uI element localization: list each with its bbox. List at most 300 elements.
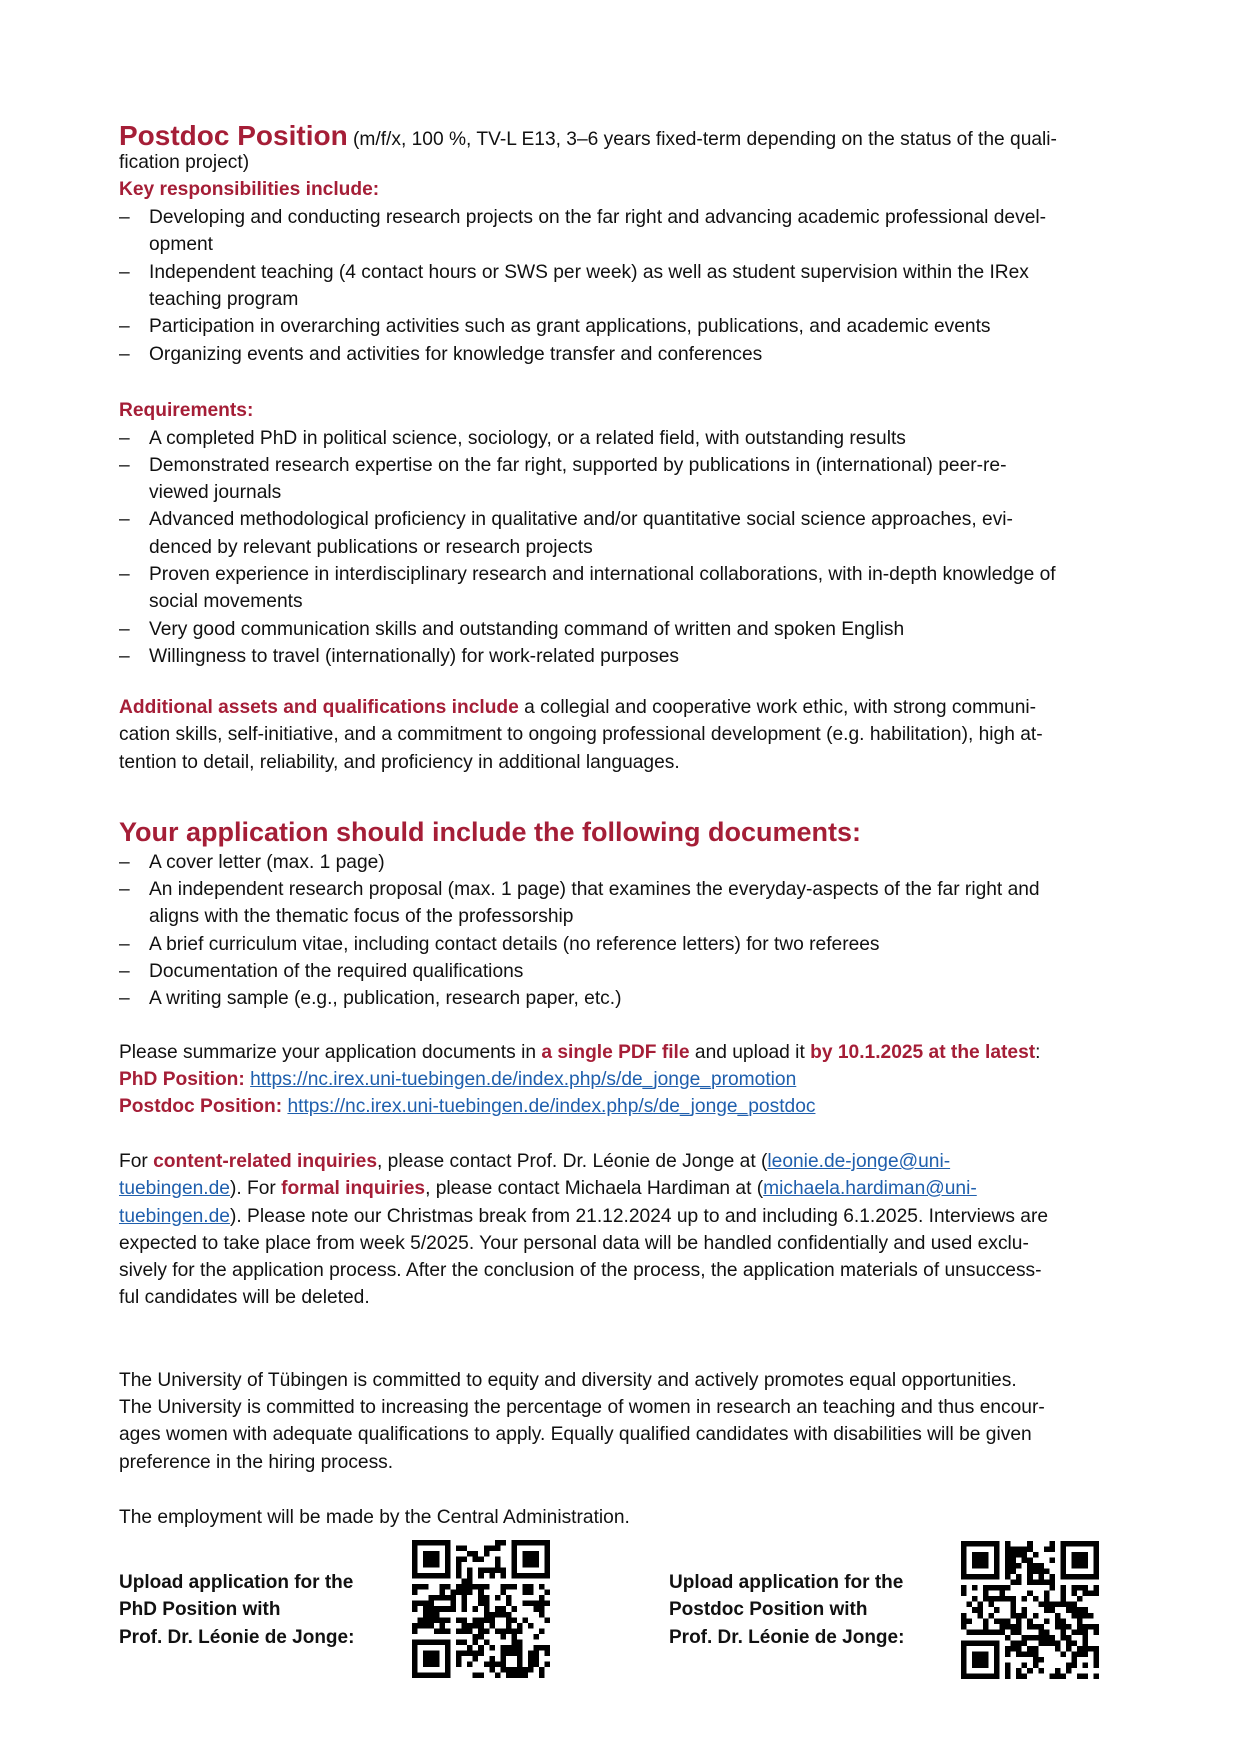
qr-module [506, 1612, 512, 1618]
qr-module [1060, 1629, 1066, 1635]
qr-module [1022, 1552, 1028, 1558]
qr-module [1077, 1651, 1083, 1657]
qr-module [462, 1579, 468, 1585]
qr-module [418, 1584, 424, 1590]
application-heading: Your application should include the following documents: [119, 817, 861, 847]
qr-module [423, 1601, 429, 1607]
qr-module [1022, 1662, 1028, 1668]
list-item: An independent research proposal (max. 1 page) that examines the everyday-aspects of the far right and [149, 879, 1040, 900]
qr-module [1055, 1640, 1061, 1646]
qr-module [1033, 1563, 1039, 1569]
qr-module [478, 1672, 484, 1678]
qr-module [511, 1628, 517, 1634]
qr-module [517, 1628, 523, 1634]
qr-module [1005, 1596, 1011, 1602]
qr-module [423, 1606, 429, 1612]
qr-module [445, 1628, 451, 1634]
bullet-dash: – [119, 207, 130, 228]
qr-module [478, 1557, 484, 1563]
qr-module [1049, 1580, 1055, 1586]
qr-module [440, 1590, 446, 1596]
phd-upload-link[interactable]: https://nc.irex.uni-tuebingen.de/index.php/s/de_jonge_promotion [250, 1069, 797, 1090]
qr-module [1044, 1596, 1050, 1602]
qr-module [1066, 1668, 1072, 1674]
upload-label-line: PhD Position with [119, 1599, 281, 1621]
qr-module [517, 1645, 523, 1651]
qr-module [412, 1601, 418, 1607]
qr-module [1027, 1547, 1033, 1553]
qr-module [456, 1562, 462, 1568]
qr-module [478, 1584, 484, 1590]
qr-module [539, 1645, 545, 1651]
qr-module [1005, 1651, 1011, 1657]
qr-module [1005, 1541, 1011, 1547]
qr-module [440, 1584, 446, 1590]
qr-module [500, 1568, 506, 1574]
qr-module [456, 1584, 462, 1590]
upload-label-line: Upload application for the [669, 1572, 904, 1593]
qr-module [989, 1602, 995, 1608]
qr-module [1011, 1624, 1017, 1630]
qr-module [1005, 1618, 1011, 1624]
content-inquiries-emphasis: content-related inquiries [153, 1151, 378, 1172]
qr-module [1082, 1640, 1088, 1646]
qr-module [1093, 1662, 1099, 1668]
qr-module [467, 1650, 473, 1656]
qr-module [1027, 1635, 1033, 1641]
hardiman-email-link[interactable]: michaela.hardiman@uni- [763, 1178, 977, 1199]
qr-module [522, 1617, 528, 1623]
qr-module [434, 1595, 440, 1601]
qr-module [994, 1585, 1000, 1591]
qr-module [539, 1595, 545, 1601]
qr-module [418, 1623, 424, 1629]
qr-module [473, 1650, 479, 1656]
qr-module [473, 1634, 479, 1640]
qr-module [478, 1617, 484, 1623]
qr-module [1060, 1651, 1066, 1657]
upload-label-line: Postdoc Position with [669, 1599, 868, 1621]
qr-module [539, 1628, 545, 1634]
qr-module [500, 1656, 506, 1662]
qr-module [1071, 1591, 1077, 1597]
qr-module [473, 1617, 479, 1623]
qr-module [1071, 1607, 1077, 1613]
qr-module [462, 1584, 468, 1590]
qr-module [1027, 1591, 1033, 1597]
qr-module [544, 1617, 550, 1623]
qr-module [1077, 1646, 1083, 1652]
qr-module [522, 1551, 539, 1568]
qr-module [1066, 1624, 1072, 1630]
qr-module [1022, 1651, 1028, 1657]
qr-module [456, 1639, 462, 1645]
additional-line: tention to detail, reliability, and proficiency in additional languages. [119, 752, 680, 773]
qr-module [484, 1551, 490, 1557]
qr-module [484, 1612, 490, 1618]
qr-module [429, 1601, 435, 1607]
bullet-dash: – [119, 509, 130, 530]
qr-module [1038, 1629, 1044, 1635]
qr-module [528, 1623, 534, 1629]
phd-qr-code-icon[interactable] [412, 1539, 550, 1679]
qr-module [1066, 1607, 1072, 1613]
phd-link-line [119, 1068, 796, 1092]
upload-label-line: Prof. Dr. Léonie de Jonge: [119, 1626, 355, 1648]
qr-module [1022, 1640, 1028, 1646]
qr-module [989, 1613, 995, 1619]
qr-module [462, 1546, 468, 1552]
qr-module [972, 1651, 989, 1668]
hardiman-email-link-cont[interactable]: tuebingen.de [119, 1206, 230, 1227]
bullet-dash: – [119, 428, 130, 449]
qr-module [978, 1607, 984, 1613]
bullet-dash: – [119, 934, 130, 955]
qr-module [1049, 1547, 1055, 1553]
qr-module [489, 1661, 495, 1667]
qr-module [506, 1672, 512, 1678]
qr-module [462, 1595, 468, 1601]
qr-module [434, 1628, 440, 1634]
qr-module [533, 1645, 539, 1651]
qr-module [484, 1628, 490, 1634]
qr-module [478, 1623, 484, 1629]
qr-module [1033, 1569, 1039, 1575]
qr-module [1055, 1618, 1061, 1624]
qr-module [484, 1595, 490, 1601]
postdoc-title: Postdoc Position [119, 120, 348, 151]
qr-module [1005, 1569, 1011, 1575]
postdoc-terms-cont: fication project) [119, 152, 250, 173]
qr-module [961, 1624, 967, 1630]
qr-module [533, 1650, 539, 1656]
qr-module [506, 1645, 512, 1651]
qr-module [1027, 1541, 1033, 1547]
qr-module [1000, 1596, 1006, 1602]
qr-module [423, 1551, 440, 1568]
list-item: Developing and conducting research projects on the far right and advancing academic professional devel- [149, 207, 1047, 228]
qr-module [522, 1601, 528, 1607]
qr-module [489, 1617, 495, 1623]
qr-module [1049, 1607, 1055, 1613]
qr-module [500, 1634, 506, 1640]
qr-module [989, 1585, 995, 1591]
list-item-cont: opment [149, 234, 213, 255]
qr-module [517, 1661, 523, 1667]
qr-module [1011, 1563, 1017, 1569]
qr-module [1071, 1657, 1077, 1663]
qr-module [484, 1639, 490, 1645]
bullet-dash: – [119, 619, 130, 640]
qr-module [1016, 1629, 1022, 1635]
qr-module [1082, 1585, 1088, 1591]
qr-module [1033, 1635, 1039, 1641]
qr-module [1071, 1662, 1077, 1668]
list-item-cont: aligns with the thematic focus of the professorship [149, 906, 574, 927]
list-item: A completed PhD in political science, sociology, or a related field, with outstanding results [149, 428, 906, 449]
additional-line [119, 696, 1036, 720]
qr-module [511, 1639, 517, 1645]
qr-module [440, 1628, 446, 1634]
postdoc-upload-label [669, 1569, 904, 1651]
qr-module [451, 1606, 457, 1612]
qr-module [1077, 1607, 1083, 1613]
qr-module [506, 1667, 512, 1673]
qr-module [1033, 1624, 1039, 1630]
qr-module [967, 1602, 973, 1608]
qr-module [412, 1623, 418, 1629]
qr-module [1088, 1591, 1094, 1597]
qr-module [1071, 1613, 1077, 1619]
qr-module [500, 1540, 506, 1546]
qr-module [429, 1617, 435, 1623]
formal-inquiries-emphasis: formal inquiries [281, 1178, 426, 1199]
qr-module [1011, 1552, 1017, 1558]
qr-module [478, 1628, 484, 1634]
qr-module [1033, 1580, 1039, 1586]
qr-module [495, 1562, 501, 1568]
qr-module [1011, 1569, 1017, 1575]
qr-module [500, 1606, 506, 1612]
qr-module [1033, 1651, 1039, 1657]
qr-module [445, 1595, 451, 1601]
qr-module [467, 1628, 473, 1634]
qr-module [484, 1546, 490, 1552]
qr-module [1033, 1552, 1039, 1558]
list-item: Willingness to travel (internationally) for work-related purposes [149, 646, 680, 667]
qr-module [544, 1645, 550, 1651]
qr-module [989, 1629, 995, 1635]
qr-module [1066, 1640, 1072, 1646]
bullet-dash: – [119, 988, 130, 1009]
qr-module [495, 1568, 501, 1574]
qr-module [495, 1546, 501, 1552]
qr-module [1005, 1547, 1011, 1553]
qr-module [994, 1618, 1000, 1624]
qr-module [1071, 1552, 1088, 1569]
qr-module [495, 1540, 501, 1546]
list-item-cont: denced by relevant publications or research projects [149, 537, 593, 558]
qr-module [467, 1661, 473, 1667]
qr-module [1077, 1596, 1083, 1602]
qr-module [539, 1606, 545, 1612]
qr-module [412, 1606, 418, 1612]
qr-module [495, 1557, 501, 1563]
qr-module [1016, 1563, 1022, 1569]
qr-module [1022, 1635, 1028, 1641]
qr-module [506, 1617, 512, 1623]
qr-module [978, 1602, 984, 1608]
responsibilities-heading: Key responsibilities include: [119, 179, 380, 200]
qr-module [1049, 1673, 1055, 1679]
qr-module [544, 1661, 550, 1667]
qr-module [423, 1584, 429, 1590]
contact-line: sively for the application process. After the conclusion of the process, the application materials of unsuccess- [119, 1260, 1042, 1281]
deadline-emphasis: by 10.1.2025 at the latest [810, 1042, 1036, 1063]
qr-module [511, 1672, 517, 1678]
employment-note: The employment will be made by the Central Administration. [119, 1507, 630, 1528]
qr-module [1077, 1585, 1083, 1591]
qr-module [1005, 1563, 1011, 1569]
postdoc-upload-link[interactable]: https://nc.irex.uni-tuebingen.de/index.php/s/de_jonge_postdoc [287, 1096, 816, 1117]
qr-module [423, 1650, 440, 1667]
contact-line: expected to take place from week 5/2025. Your personal data will be handled confidentially and used exclu- [119, 1233, 1029, 1254]
qr-module [1016, 1613, 1022, 1619]
qr-module [473, 1584, 479, 1590]
qr-module [489, 1667, 495, 1673]
qr-module [517, 1667, 523, 1673]
qr-module [495, 1612, 501, 1618]
qr-module [429, 1606, 435, 1612]
qr-module [456, 1573, 462, 1579]
qr-module [1016, 1651, 1022, 1657]
bullet-dash: – [119, 316, 130, 337]
qr-module [972, 1552, 989, 1569]
qr-module [484, 1606, 490, 1612]
qr-module [1000, 1585, 1006, 1591]
qr-module [440, 1606, 446, 1612]
qr-module [1071, 1629, 1077, 1635]
qr-module [467, 1573, 473, 1579]
qr-module [511, 1617, 517, 1623]
qr-module [478, 1573, 484, 1579]
de-jonge-email-link[interactable]: leonie.de-jonge@uni- [767, 1151, 951, 1172]
qr-module [1005, 1624, 1011, 1630]
qr-module [544, 1590, 550, 1596]
de-jonge-email-link-cont[interactable]: tuebingen.de [119, 1178, 230, 1199]
bullet-dash: – [119, 564, 130, 585]
qr-module [1093, 1629, 1099, 1635]
qr-module [478, 1590, 484, 1596]
qr-module [528, 1661, 534, 1667]
qr-module [1077, 1629, 1083, 1635]
qr-module [1027, 1618, 1033, 1624]
bullet-dash: – [119, 961, 130, 982]
qr-module [1066, 1662, 1072, 1668]
qr-module [1066, 1602, 1072, 1608]
qr-module [517, 1672, 523, 1678]
qr-module [429, 1595, 435, 1601]
qr-module [1016, 1580, 1022, 1586]
qr-module [1088, 1624, 1094, 1630]
qr-module [972, 1607, 978, 1613]
list-item: Independent teaching (4 contact hours or SWS per week) as well as student supervision within the IRex [149, 262, 1029, 283]
qr-module [1049, 1602, 1055, 1608]
qr-module [1011, 1547, 1017, 1553]
qr-module [1055, 1673, 1061, 1679]
qr-module [462, 1606, 468, 1612]
qr-module [1060, 1673, 1066, 1679]
qr-module [489, 1612, 495, 1618]
qr-module [1011, 1596, 1017, 1602]
contact-line [119, 1205, 1048, 1229]
qr-module [1038, 1635, 1044, 1641]
qr-module [440, 1617, 446, 1623]
contact-text: , please contact Michaela Hardiman at ( [425, 1178, 764, 1199]
qr-module [1011, 1629, 1017, 1635]
qr-module [473, 1557, 479, 1563]
qr-module [533, 1656, 539, 1662]
qr-module [1044, 1635, 1050, 1641]
qr-module [467, 1623, 473, 1629]
qr-module [467, 1551, 473, 1557]
postdoc-heading-line [119, 120, 1057, 152]
qr-module [484, 1661, 490, 1667]
qr-module [1038, 1574, 1044, 1580]
postdoc-qr-code-icon[interactable] [961, 1540, 1099, 1680]
qr-module [1066, 1646, 1072, 1652]
qr-module [412, 1590, 418, 1596]
qr-module [1060, 1591, 1066, 1597]
qr-module [978, 1613, 984, 1619]
qr-module [456, 1557, 462, 1563]
list-item: Organizing events and activities for knowledge transfer and conferences [149, 344, 763, 365]
qr-module [456, 1546, 462, 1552]
qr-module [1038, 1563, 1044, 1569]
qr-module [1005, 1646, 1011, 1652]
qr-module [429, 1623, 435, 1629]
qr-module [1016, 1618, 1022, 1624]
qr-module [539, 1667, 545, 1673]
qr-module [1082, 1662, 1088, 1668]
qr-module [1093, 1673, 1099, 1679]
list-item: Advanced methodological proficiency in qualitative and/or quantitative social science approaches, evi- [149, 509, 1013, 530]
qr-module [506, 1623, 512, 1629]
qr-module [467, 1568, 473, 1574]
qr-module [1055, 1668, 1061, 1674]
qr-module [1027, 1569, 1033, 1575]
qr-module [539, 1584, 545, 1590]
qr-module [456, 1656, 462, 1662]
qr-module [1044, 1591, 1050, 1597]
qr-module [1016, 1673, 1022, 1679]
list-item-cont: social movements [149, 591, 303, 612]
list-item-cont: viewed journals [149, 482, 282, 503]
qr-module [506, 1595, 512, 1601]
qr-module [1060, 1585, 1066, 1591]
qr-module [1082, 1629, 1088, 1635]
qr-module [994, 1596, 1000, 1602]
qr-module [967, 1629, 973, 1635]
qr-module [1049, 1635, 1055, 1641]
qr-module [972, 1585, 978, 1591]
qr-module [423, 1623, 429, 1629]
list-item: Demonstrated research expertise on the far right, supported by publications in (international) peer-re- [149, 455, 1007, 476]
qr-module [1060, 1624, 1066, 1630]
qr-module [528, 1584, 534, 1590]
qr-module [1005, 1585, 1011, 1591]
bullet-dash: – [119, 879, 130, 900]
summary-line [119, 1041, 1041, 1065]
qr-module [473, 1656, 479, 1662]
contact-line [119, 1150, 950, 1174]
equity-line: preference in the hiring process. [119, 1452, 394, 1473]
qr-module [972, 1629, 978, 1635]
qr-module [473, 1623, 479, 1629]
qr-module [1082, 1591, 1088, 1597]
bullet-dash: – [119, 455, 130, 476]
qr-module [1038, 1624, 1044, 1630]
qr-module [500, 1661, 506, 1667]
qr-module [1016, 1552, 1022, 1558]
qr-module [495, 1606, 501, 1612]
qr-module [1044, 1618, 1050, 1624]
list-item-cont: teaching program [149, 289, 299, 310]
qr-module [1000, 1591, 1006, 1597]
qr-module [456, 1661, 462, 1667]
qr-module [983, 1591, 989, 1597]
equity-line: ages women with adequate qualifications to apply. Equally qualified candidates with disabilities will be given [119, 1424, 1032, 1445]
